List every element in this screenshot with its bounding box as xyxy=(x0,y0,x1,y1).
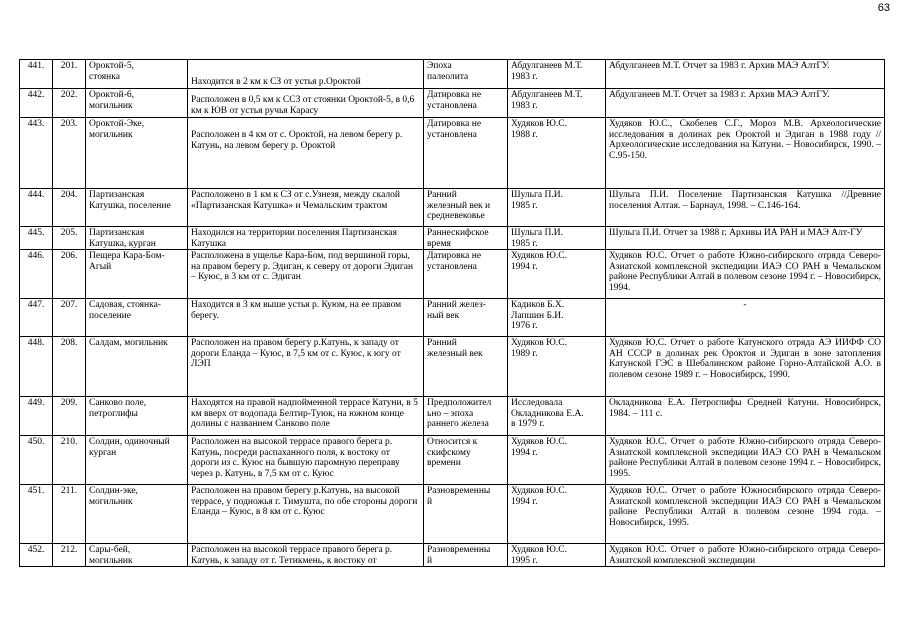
table-row xyxy=(20,397,885,436)
monument-researcher: Шульга П.И. 1985 г. xyxy=(508,227,606,250)
monument-dating: Ранний железный век и средневековье xyxy=(424,189,508,227)
monument-dating: Ранний желез- ный век xyxy=(424,299,508,337)
monument-researcher: Худяков Ю.С. 1989 г. xyxy=(508,337,606,397)
district-number: 207. xyxy=(53,299,86,337)
row-number: 446. xyxy=(20,250,53,299)
monument-location: Расположен на правом берегу р.Катунь, на высокой террасе, у подножья г. Тимушта, по обе стороны дороги Еланда – Куюс, в 8 км от с. Куюс xyxy=(188,485,424,544)
monument-location: Расположен на правом берегу р.Катунь, к западу от дороги Еланда – Куюс, в 7,5 км от с. Куюс, к югу от ЛЭП xyxy=(188,337,424,397)
row-number: 450. xyxy=(20,436,53,485)
table-row xyxy=(20,544,885,567)
district-number: 209. xyxy=(53,397,86,436)
table-row xyxy=(20,60,885,89)
monument-location: Расположен на высокой террасе правого берега р. Катунь, к западу от г. Тетикмень, к востоку от xyxy=(188,544,424,567)
monument-researcher: Худяков Ю.С. 1995 г. xyxy=(508,544,606,567)
monument-publication: - xyxy=(606,299,885,337)
monument-dating: Датировка не установлена xyxy=(424,250,508,299)
monument-publication: Худяков Ю.С. Отчет о работе Южно-сибирского отряда Северо-Азиатской комплексной экспедиции ИАЭ СО РАН в Чемальском районе Республики Алтай в полевом сезоне 1994 г. – Новосибирск, 1995. xyxy=(606,436,885,485)
row-number: 445. xyxy=(20,227,53,250)
table-row xyxy=(20,189,885,227)
district-number: 206. xyxy=(53,250,86,299)
monument-location: Расположено в 1 км к СЗ от с.Узнезя, между скалой «Партизанская Катушка» и Чемальским трактом xyxy=(188,189,424,227)
monument-dating: Предположител ьно – эпоха раннего железа xyxy=(424,397,508,436)
table-row xyxy=(20,337,885,397)
monument-publication: Шульга П.И. Поселение Партизанская Катушка //Древние поселения Алтая. – Барнаул, 1998. – С.146-164. xyxy=(606,189,885,227)
monument-name: Ороктой-6, могильник xyxy=(86,89,188,118)
monument-publication: Худяков Ю.С. Отчет о работе Южно-сибирского отряда Северо-Азиатской комплексной экспедиции ИАЭ СО РАН в Чемальском районе Республики Алтай в полевом сезоне 1994 г. – Новосибирск, 1994. xyxy=(606,250,885,299)
table-row xyxy=(20,299,885,337)
row-number: 444. xyxy=(20,189,53,227)
district-number: 210. xyxy=(53,436,86,485)
district-number: 205. xyxy=(53,227,86,250)
monument-publication: Окладникова Е.А. Петроглифы Средней Катуни. Новосибирск, 1984. – 111 с. xyxy=(606,397,885,436)
monument-publication: Абдулганеев М.Т. Отчет за 1983 г. Архив МАЭ АлтГУ. xyxy=(606,60,885,89)
monument-publication: Худяков Ю.С., Скобелев С.Г., Мороз М.В. Археологические исследования в долинах рек Ороктой и Эдиган в 1988 году // Археологические исследования на Катуни. – Новосибирск, 1990. – С.95-150. xyxy=(606,118,885,189)
row-number: 448. xyxy=(20,337,53,397)
monument-publication: Худяков Ю.С. Отчет о работе Южносибирского отряда Северо-Азиатской комплексной экспедиции ИАЭ СО РАН в Чемальском районе Республики Алтай в полевом сезоне 1994 года. – Новосибирск, 1995. xyxy=(606,485,885,544)
monument-researcher: Худяков Ю.С. 1988 г. xyxy=(508,118,606,189)
district-number: 208. xyxy=(53,337,86,397)
table-row xyxy=(20,485,885,544)
monument-dating: Разновременны й xyxy=(424,544,508,567)
monument-name: Солдин-эке, могильник xyxy=(86,485,188,544)
table-row xyxy=(20,250,885,299)
monument-dating: Разновременны й xyxy=(424,485,508,544)
monument-publication: Худяков Ю.С. Отчет о работе Южно-сибирского отряда Северо-Азиатской комплексной экспедиции xyxy=(606,544,885,567)
monument-location: Находится в 3 км выше устья р. Куюм, на ее правом берегу. xyxy=(188,299,424,337)
monument-location: Расположена в ущелье Кара-Бом, под вершиной горы, на правом берегу р. Эдиган, к северу от дороги Эдиган – Куюс, в 3 км от с. Эдиган xyxy=(188,250,424,299)
row-number: 449. xyxy=(20,397,53,436)
district-number: 201. xyxy=(53,60,86,89)
monument-researcher: Шульга П.И. 1985 г. xyxy=(508,189,606,227)
row-number: 441. xyxy=(20,60,53,89)
district-number: 211. xyxy=(53,485,86,544)
row-number: 452. xyxy=(20,544,53,567)
monument-researcher: Худяков Ю.С. 1994 г. xyxy=(508,436,606,485)
monument-name: Партизанская Катушка, курган xyxy=(86,227,188,250)
table-row xyxy=(20,436,885,485)
monument-name: Санково поле, петроглифы xyxy=(86,397,188,436)
district-number: 202. xyxy=(53,89,86,118)
monument-researcher: Абдулганеев М.Т. 1983 г. xyxy=(508,89,606,118)
monument-publication: Худяков Ю.С. Отчет о работе Катунского отряда АЭ ИИФФ СО АН СССР в долинах рек Ороктоя и Эдиган в зоне затопления Катунской ГЭС в Шебалинском районе Горно-Алтайской А.О. в полевом сезоне 1989 г. – Новосибирск, 1990. xyxy=(606,337,885,397)
monument-location: Расположен в 4 км от с. Ороктой, на левом берегу р. Катунь, на левом берегу р. Ороктой xyxy=(188,118,424,189)
monument-name: Солдин, одиночный курган xyxy=(86,436,188,485)
monument-researcher: Исследовала Окладникова Е.А. в 1979 г. xyxy=(508,397,606,436)
table-row xyxy=(20,118,885,189)
monument-location: Расположен на высокой террасе правого берега р. Катунь, посреди распаханного поля, к востоку от дороги из с. Куюс на бывшую паромную переправу через р. Катунь, в 7,5 км от с. Куюс xyxy=(188,436,424,485)
monument-researcher: Худяков Ю.С. 1994 г. xyxy=(508,485,606,544)
district-number: 212. xyxy=(53,544,86,567)
monument-name: Садовая, стоянка- поселение xyxy=(86,299,188,337)
monument-dating: Датировка не установлена xyxy=(424,118,508,189)
monument-location: Находился на территории поселения Партизанская Катушка xyxy=(188,227,424,250)
monument-publication: Абдулганеев М.Т. Отчет за 1983 г. Архив МАЭ АлтГУ. xyxy=(606,89,885,118)
row-number: 451. xyxy=(20,485,53,544)
monument-dating: Относится к скифскому времени xyxy=(424,436,508,485)
monument-location: Расположен в 0,5 км к ССЗ от стоянки Ороктой-5, в 0,6 км к ЮВ от устья ручья Карасу xyxy=(188,89,424,118)
monument-dating: Датировка не установлена xyxy=(424,89,508,118)
monument-name: Ороктой-5, стоянка xyxy=(86,60,188,89)
district-number: 203. xyxy=(53,118,86,189)
row-number: 447. xyxy=(20,299,53,337)
monument-researcher: Кадиков Б.Х. Лапшин Б.И. 1976 г. xyxy=(508,299,606,337)
monument-location: Находится в 2 км к СЗ от устья р.Ороктой xyxy=(188,60,424,89)
monument-name: Сары-бей, могильник xyxy=(86,544,188,567)
row-number: 442. xyxy=(20,89,53,118)
monument-dating: Эпоха палеолита xyxy=(424,60,508,89)
monument-name: Ороктой-Эке, могильник xyxy=(86,118,188,189)
table-row xyxy=(20,227,885,250)
monument-name: Салдам, могильник xyxy=(86,337,188,397)
table-row xyxy=(20,89,885,118)
monument-dating: Раннескифское время xyxy=(424,227,508,250)
monument-researcher: Абдулганеев М.Т. 1983 г. xyxy=(508,60,606,89)
monuments-table xyxy=(19,59,885,567)
monument-location: Находятся на правой надпойменной террасе Катуни, в 5 км вверх от водопада Белтир-Туюк, на южном конце долины с названием Санково поле xyxy=(188,397,424,436)
monument-name: Пещера Кара-Бом- Агый xyxy=(86,250,188,299)
monument-dating: Ранний железный век xyxy=(424,337,508,397)
district-number: 204. xyxy=(53,189,86,227)
monument-researcher: Худяков Ю.С. 1994 г. xyxy=(508,250,606,299)
monument-name: Партизанская Катушка, поселение xyxy=(86,189,188,227)
row-number: 443. xyxy=(20,118,53,189)
monument-publication: Шульга П.И. Отчет за 1988 г. Архивы ИА РАН и МАЭ Алт-ГУ xyxy=(606,227,885,250)
page-number: 63 xyxy=(877,2,890,14)
